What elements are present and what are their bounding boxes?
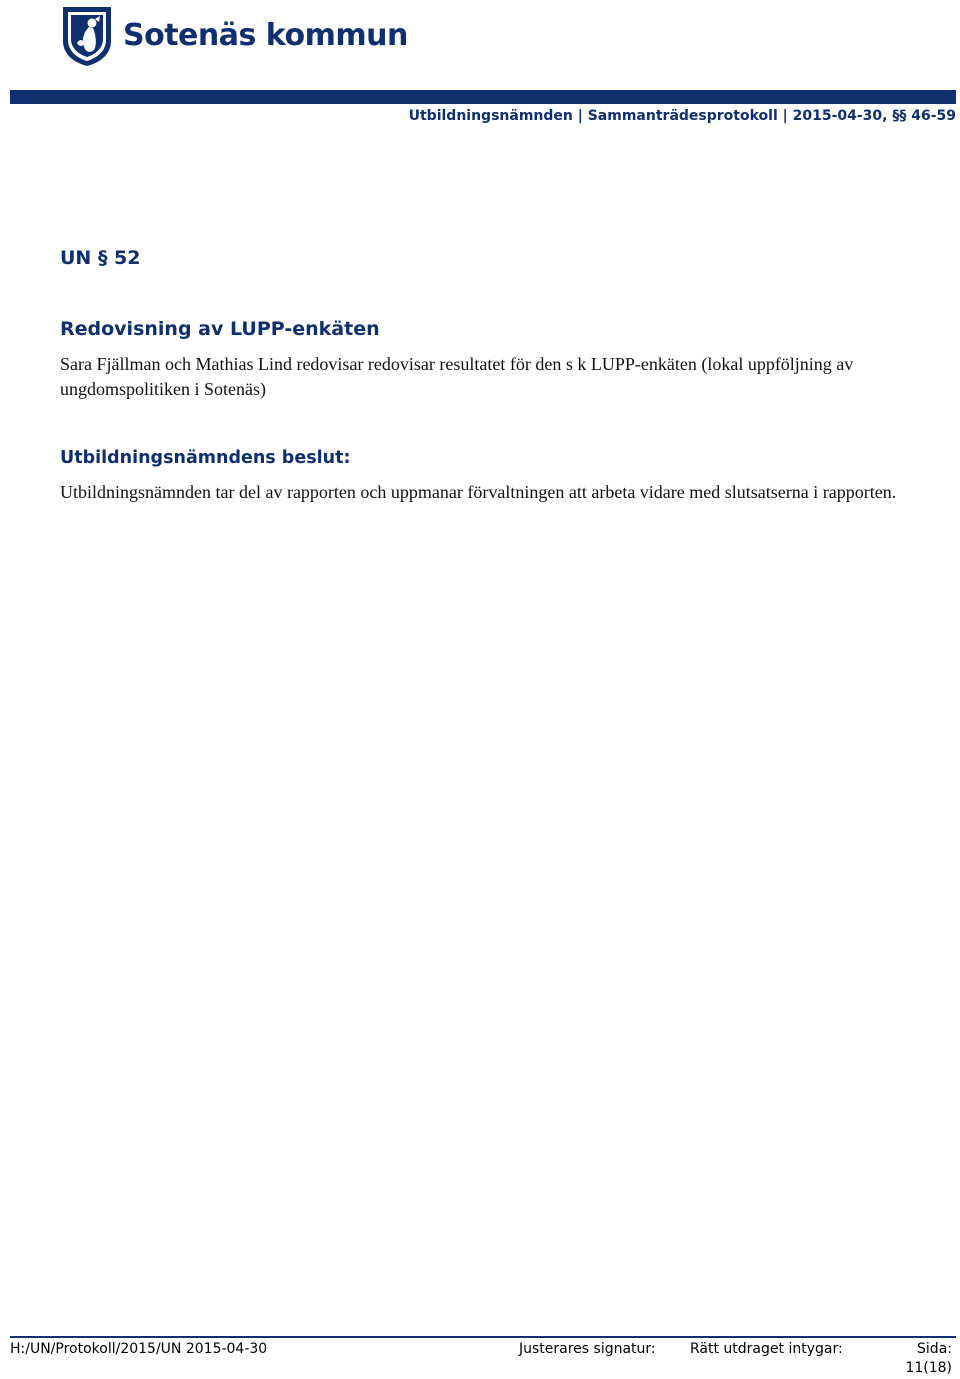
footer-signature-label: Justerares signatur: bbox=[519, 1341, 656, 1357]
document-header: Utbildningsnämnden | Sammanträdesprotokoll | 2015-04-30, §§ 46-59 bbox=[408, 108, 956, 124]
decision-heading: Utbildningsnämndens beslut: bbox=[60, 448, 351, 468]
logo-wordmark: Sotenäs kommun bbox=[123, 17, 408, 53]
footer-page-label: Sida: bbox=[917, 1341, 952, 1357]
footer-page-number: 11(18) bbox=[905, 1360, 952, 1376]
shield-emblem-icon bbox=[59, 3, 115, 67]
footer-file-path: H:/UN/Protokoll/2015/UN 2015-04-30 bbox=[10, 1341, 268, 1357]
paragraph-number: UN § 52 bbox=[60, 247, 141, 269]
decision-text: Utbildningsnämnden tar del av rapporten och uppmanar förvaltningen att arbeta vidare med slutsatserna i rapporten. bbox=[60, 482, 897, 502]
municipality-logo bbox=[59, 3, 408, 67]
footer-divider bbox=[10, 1336, 956, 1338]
header-bar bbox=[10, 90, 956, 104]
footer-certify-label: Rätt utdraget intygar: bbox=[690, 1341, 843, 1357]
intro-text: Sara Fjällman och Mathias Lind redovisar redovisar resultatet för den s k LUPP-enkäten (lokal uppföljning av ungdomspolitiken i Sotenäs) bbox=[60, 354, 854, 399]
section-title: Redovisning av LUPP-enkäten bbox=[60, 318, 380, 340]
